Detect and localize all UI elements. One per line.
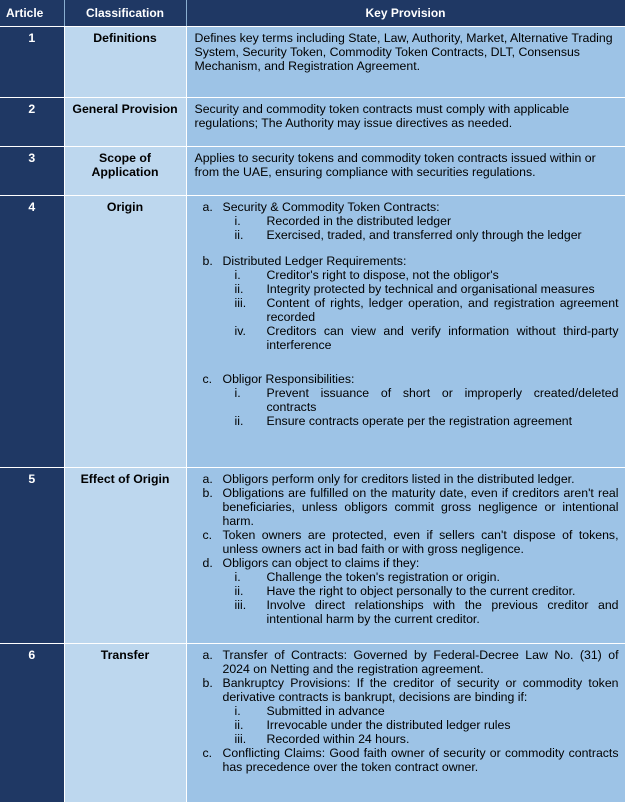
sub-item-label: ii. — [234, 584, 244, 598]
sub-item — [195, 214, 619, 228]
list-item — [195, 556, 619, 570]
list-item — [195, 746, 619, 774]
sub-item-label: i. — [234, 704, 241, 718]
item-label: c. — [202, 746, 213, 760]
list-item — [195, 472, 619, 486]
item-text: Token owners are protected, even if sellers can't dispose of tokens, unless owners act in bad faith or with gross negligence. — [222, 528, 619, 556]
item-label: c. — [202, 528, 213, 542]
item-text: Conflicting Claims: Good faith owner of security or commodity contracts has precedence over the token contract owner. — [222, 746, 619, 774]
list-item — [195, 486, 619, 528]
sub-item-text: Prevent issuance of short or improperly created/deleted contracts — [266, 386, 619, 414]
provision-cell — [186, 98, 625, 147]
item-label: b. — [202, 676, 213, 690]
list-item — [195, 254, 619, 268]
sub-item-label: ii. — [234, 228, 244, 242]
table-row — [0, 644, 625, 803]
item-text: Bankruptcy Provisions: If the creditor of security or commodity token derivative contracts is bankrupt, decisions are binding if: — [222, 676, 619, 704]
article-number: 4 — [0, 196, 64, 468]
sub-item-label: i. — [234, 386, 241, 400]
classification-cell: Transfer — [64, 644, 186, 803]
item-text: Obligations are fulfilled on the maturity date, even if creditors aren't real beneficiaries, unless obligors commit gross negligence or intentional harm. — [222, 486, 619, 528]
sub-item — [195, 386, 619, 414]
sub-item — [195, 414, 619, 428]
classification-cell: Scope of Application — [64, 147, 186, 196]
sub-item-label: i. — [234, 214, 241, 228]
list-item — [195, 648, 619, 676]
sub-item — [195, 704, 619, 718]
item-label: a. — [202, 648, 213, 662]
sub-item-label: iv. — [234, 324, 246, 338]
item-text: Obligors perform only for creditors listed in the distributed ledger. — [222, 472, 575, 486]
item-label: a. — [202, 472, 213, 486]
sub-item — [195, 228, 619, 242]
article-number: 2 — [0, 98, 64, 147]
sub-item-label: i. — [234, 268, 241, 282]
sub-item-text: Irrevocable under the distributed ledger rules — [266, 718, 511, 732]
sub-item-text: Have the right to object personally to the current creditor. — [266, 584, 576, 598]
sub-item — [195, 570, 619, 584]
item-label: b. — [202, 486, 213, 500]
sub-item — [195, 598, 619, 626]
provision-cell — [186, 644, 625, 803]
sub-item-text: Content of rights, ledger operation, and registration agreement recorded — [266, 296, 619, 324]
sub-item-text: Integrity protected by technical and organisational measures — [266, 282, 595, 296]
sub-item-text: Ensure contracts operate per the registration agreement — [266, 414, 573, 428]
item-label: a. — [202, 200, 213, 214]
list-item — [195, 372, 619, 386]
sub-item-text: Recorded in the distributed ledger — [266, 214, 452, 228]
sub-item-text: Challenge the token's registration or origin. — [266, 570, 500, 584]
sub-item-label: iii. — [234, 598, 247, 612]
item-text: Security & Commodity Token Contracts: — [222, 200, 440, 214]
item-label: b. — [202, 254, 213, 268]
sub-item-label: iii. — [234, 732, 247, 746]
table-row — [0, 27, 625, 98]
provision-cell — [186, 196, 625, 468]
classification-cell: General Provision — [64, 98, 186, 147]
provision-cell — [186, 27, 625, 98]
sub-item-text: Involve direct relationships with the previous creditor and intentional harm by the current creditor. — [266, 598, 619, 626]
sub-item — [195, 732, 619, 746]
sub-item-label: ii. — [234, 718, 244, 732]
provision-text: Applies to security tokens and commodity token contracts issued within or from the UAE, ensuring compliance with securities regulations. — [194, 151, 596, 179]
list-item — [195, 200, 619, 214]
table-row — [0, 468, 625, 644]
sub-item — [195, 282, 619, 296]
item-text: Obligor Responsibilities: — [222, 372, 355, 386]
sub-item — [195, 584, 619, 598]
item-text: Transfer of Contracts: Governed by Federal-Decree Law No. (31) of 2024 on Netting and the registration agreement. — [222, 648, 619, 676]
article-number: 5 — [0, 468, 64, 644]
sub-item-text: Exercised, traded, and transferred only through the ledger — [266, 228, 582, 242]
header-row — [0, 0, 625, 27]
table-row — [0, 98, 625, 147]
classification-cell: Effect of Origin — [64, 468, 186, 644]
header-classification: Classification — [64, 0, 186, 27]
sub-item — [195, 268, 619, 282]
provision-cell — [186, 147, 625, 196]
header-key-provision: Key Provision — [186, 0, 625, 27]
article-number: 3 — [0, 147, 64, 196]
header-article: Article — [0, 0, 64, 27]
provision-text: Security and commodity token contracts must comply with applicable regulations; The Authority may issue directives as needed. — [194, 102, 570, 130]
sub-item-text: Recorded within 24 hours. — [266, 732, 410, 746]
sub-item — [195, 296, 619, 324]
item-label: c. — [202, 372, 213, 386]
table-row — [0, 147, 625, 196]
article-number: 1 — [0, 27, 64, 98]
classification-cell: Origin — [64, 196, 186, 468]
provision-text: Defines key terms including State, Law, Authority, Market, Alternative Trading System, Security Token, Commodity Token Contracts, DLT, Consensus Mechanism, and Registration Agreement. — [194, 31, 613, 73]
sub-item-text: Creditors can view and verify information without third-party interference — [266, 324, 619, 352]
article-number: 6 — [0, 644, 64, 803]
sub-item-label: iii. — [234, 296, 247, 310]
sub-item-label: i. — [234, 570, 241, 584]
sub-item — [195, 718, 619, 732]
list-item — [195, 528, 619, 556]
list-item — [195, 676, 619, 704]
table-row — [0, 196, 625, 468]
classification-cell: Definitions — [64, 27, 186, 98]
provision-cell — [186, 468, 625, 644]
item-label: d. — [202, 556, 213, 570]
sub-item-text: Creditor's right to dispose, not the obligor's — [266, 268, 499, 282]
item-text: Distributed Ledger Requirements: — [222, 254, 407, 268]
sub-item-label: ii. — [234, 414, 244, 428]
sub-item-label: ii. — [234, 282, 244, 296]
sub-item-text: Submitted in advance — [266, 704, 385, 718]
item-text: Obligors can object to claims if they: — [222, 556, 420, 570]
sub-item — [195, 324, 619, 352]
